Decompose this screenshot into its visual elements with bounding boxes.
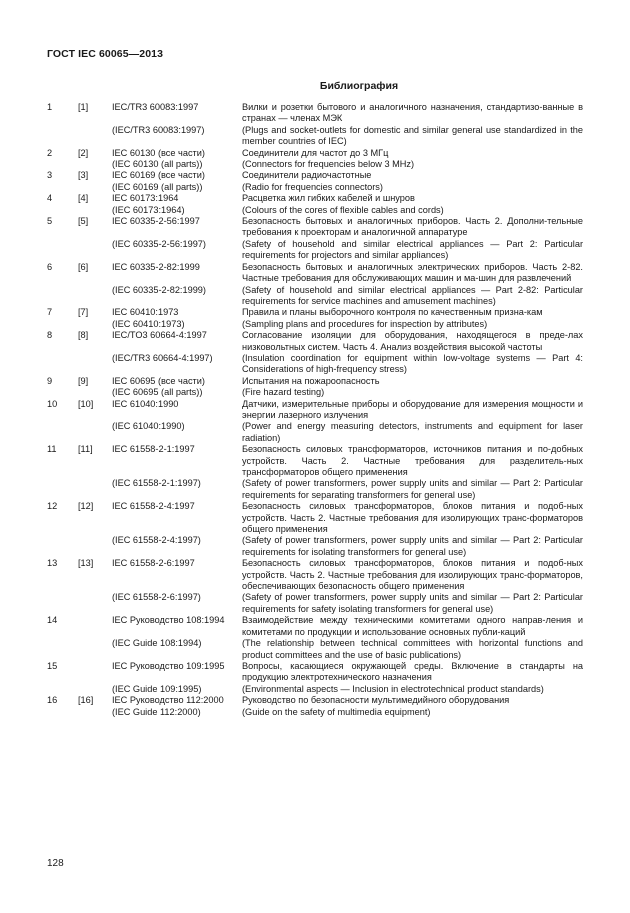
- entry-number: 15: [47, 660, 58, 671]
- entry-standard-code: IEC 60335-2-56:1997: [112, 216, 200, 227]
- entry-line: [47, 125, 583, 148]
- entry-title: (Environmental aspects — Inclusion in electrotechnical product standards): [242, 683, 544, 694]
- entry-title: (Guide on the safety of multimedia equipment): [242, 706, 431, 717]
- entry-standard-code: IEC Руководство 112:2000: [112, 695, 224, 706]
- entry-line: [47, 501, 583, 535]
- entry-number: 12: [47, 501, 58, 512]
- entry-line: [47, 592, 583, 615]
- entry-title: (Sampling plans and procedures for inspection by attributes): [242, 318, 488, 329]
- entry-standard-code: (IEC 60410:1973): [112, 318, 185, 329]
- entry-title: (Fire hazard testing): [242, 387, 325, 398]
- entry-standard-code: IEC 60169 (все части): [112, 170, 205, 181]
- entry-reference: [1]: [78, 102, 89, 112]
- entry-reference: [6]: [78, 261, 89, 272]
- entry-standard-code: IEC 60130 (все части): [112, 147, 205, 158]
- entry-line: [47, 707, 583, 718]
- entry-title: Согласование изоляции для оборудования, находящегося в преде-лах низковольтных систем. Часть 4. Анализ воздействия высокой частоты: [242, 330, 583, 352]
- entry-line: [47, 330, 583, 353]
- entry-number: [47, 707, 78, 718]
- entry-line: [47, 444, 583, 478]
- entry-number: 10: [47, 398, 58, 409]
- entry-reference: [8]: [78, 330, 89, 341]
- entry-reference: [78, 239, 112, 262]
- entry-number: 1: [47, 102, 53, 112]
- entry-reference: [78, 478, 112, 501]
- entry-standard-code: (IEC 60130 (all parts)): [112, 159, 203, 170]
- entry-reference: [16]: [78, 695, 94, 706]
- bibliography-entry: [47, 307, 583, 330]
- entry-line: [47, 353, 583, 376]
- entry-number: [47, 205, 78, 216]
- entry-title: (Safety of power transformers, power supply units and similar — Part 2: Particular requirements for safety isolating transformers for general use): [242, 592, 583, 614]
- entry-title: Безопасность силовых трансформаторов, блоков питания и подоб-ных устройств. Часть 2. Частные требования для изолирующих транс-форматоров общего применения: [242, 501, 583, 535]
- entry-number: [47, 239, 78, 262]
- entry-line: [47, 102, 583, 125]
- entry-line: [47, 148, 583, 159]
- entry-number: 9: [47, 375, 53, 386]
- entry-title: Руководство по безопасности мультимедийного оборудования: [242, 695, 510, 706]
- entry-standard-code: IEC Руководство 108:1994: [112, 615, 225, 626]
- bibliography-entry: [47, 330, 583, 376]
- entry-number: [47, 592, 78, 615]
- entry-reference: [78, 707, 112, 718]
- entry-standard-code: (IEC 60173:1964): [112, 204, 185, 215]
- entry-number: [47, 421, 78, 444]
- entry-reference: [78, 125, 112, 148]
- entry-line: [47, 615, 583, 638]
- entry-title: (Safety of household and similar electrical appliances — Part 2: Particular requirements for projectors and similar appliances): [242, 238, 583, 261]
- entry-title: (Connectors for frequencies below 3 MHz): [242, 159, 415, 170]
- entry-reference: [78, 535, 112, 558]
- entry-number: [47, 125, 78, 148]
- entry-line: [47, 376, 583, 387]
- entry-line: [47, 285, 583, 308]
- entry-line: [47, 684, 583, 695]
- entry-standard-code: (IEC Guide 109:1995): [112, 683, 202, 694]
- entry-standard-code: IEC Руководство 109:1995: [112, 660, 225, 671]
- entry-line: [47, 558, 583, 592]
- entry-number: [47, 319, 78, 330]
- entry-reference: [78, 319, 112, 330]
- bibliography-entry: [47, 661, 583, 695]
- entry-line: [47, 170, 583, 181]
- bibliography-entry: [47, 102, 583, 148]
- bibliography-entry: [47, 695, 583, 718]
- entry-line: [47, 159, 583, 170]
- bibliography-entry: [47, 193, 583, 216]
- bibliography-entry: [47, 170, 583, 193]
- entry-standard-code: (IEC 61558-2-6:1997): [112, 592, 201, 603]
- entry-line: [47, 695, 583, 706]
- entry-number: 8: [47, 330, 53, 341]
- entry-title: Безопасность силовых трансформаторов, блоков питания и подоб-ных устройств. Часть 2. Частные требования для изолирующих транс-форматоров, обеспечивающих безопасность общего применения: [242, 558, 583, 592]
- entry-number: 6: [47, 261, 53, 272]
- entry-number: [47, 638, 78, 661]
- bibliography-entry: [47, 376, 583, 399]
- entry-line: [47, 319, 583, 330]
- entry-line: [47, 478, 583, 501]
- entry-reference: [78, 353, 112, 376]
- entry-standard-code: IEC 60173:1964: [112, 193, 179, 204]
- entry-title: Соединители радиочастотные: [242, 170, 372, 181]
- bibliography-entry: [47, 501, 583, 558]
- entry-reference: [2]: [78, 147, 89, 158]
- entry-title: Расцветка жил гибких кабелей и шнуров: [242, 193, 415, 204]
- entry-line: [47, 193, 583, 204]
- entry-number: [47, 353, 78, 376]
- entry-standard-code: IEC 61558-2-1:1997: [112, 444, 195, 455]
- entry-reference: [78, 684, 112, 695]
- entry-title: Безопасность бытовых и аналогичных приборов. Часть 2. Дополни-тельные требования к проекторам и аналогичной аппаратуре: [242, 216, 583, 238]
- entry-line: [47, 205, 583, 216]
- entry-reference: [12]: [78, 501, 94, 512]
- entry-number: 16: [47, 695, 58, 706]
- entry-line: [47, 421, 583, 444]
- entry-title: Взаимодействие между техническими комитетами одного направ-ления и комитетами по продукции и использование основных публи-каций: [242, 615, 583, 637]
- entry-line: [47, 638, 583, 661]
- entry-title: (Safety of household and similar electrical appliances — Part 2-82: Particular requirements for service machines and amusement machines): [242, 284, 583, 306]
- entry-standard-code: (IEC 60335-2-56:1997): [112, 238, 206, 249]
- entry-number: 3: [47, 170, 53, 181]
- entry-number: [47, 159, 78, 170]
- bibliography-list: [47, 102, 583, 718]
- entry-standard-code: (IEC/TR3 60083:1997): [112, 124, 205, 135]
- entry-title: (Radio for frequencies connectors): [242, 181, 383, 192]
- standard-header: ГОСТ IEC 60065—2013: [47, 48, 164, 60]
- entry-reference: [11]: [78, 444, 93, 455]
- entry-reference: [7]: [78, 307, 89, 318]
- entry-title: Правила и планы выборочного контроля по качественным призна-кам: [242, 307, 543, 318]
- entry-reference: [3]: [78, 170, 89, 181]
- entry-standard-code: IEC/TO3 60664-4:1997: [112, 330, 207, 341]
- entry-number: [47, 535, 78, 558]
- entry-standard-code: IEC 61558-2-6:1997: [112, 558, 195, 569]
- entry-title: Датчики, измерительные приборы и оборудование для измерения мощности и энергии лазерного излучения: [242, 398, 583, 420]
- bibliography-entry: [47, 444, 583, 501]
- entry-title: (Colours of the cores of flexible cables and cords): [242, 204, 444, 215]
- entry-line: [47, 307, 583, 318]
- entry-reference: [9]: [78, 375, 89, 386]
- entry-standard-code: (IEC 60169 (all parts)): [112, 181, 203, 192]
- entry-reference: [78, 285, 112, 308]
- entry-standard-code: (IEC 61040:1990): [112, 421, 185, 432]
- entry-reference: [13]: [78, 558, 94, 569]
- entry-standard-code: IEC 61040:1990: [112, 398, 179, 409]
- entry-standard-code: (IEC 60335-2-82:1999): [112, 284, 206, 295]
- entry-standard-code: (IEC 61558-2-4:1997): [112, 535, 201, 546]
- entry-reference: [78, 421, 112, 444]
- page-title: Библиография: [319, 80, 399, 92]
- entry-reference: [78, 615, 112, 638]
- bibliography-entry: [47, 262, 583, 308]
- bibliography-entry: [47, 399, 583, 445]
- bibliography-entry: [47, 148, 583, 171]
- entry-line: [47, 216, 583, 239]
- entry-reference: [78, 205, 112, 216]
- entry-reference: [10]: [78, 398, 94, 409]
- entry-line: [47, 399, 583, 422]
- entry-title: (Plugs and socket-outlets for domestic and similar general use standardized in the member countries of IEC): [242, 124, 583, 147]
- entry-number: [47, 478, 78, 501]
- entry-reference: [78, 387, 112, 398]
- entry-standard-code: (IEC 60695 (all parts)): [112, 387, 203, 398]
- entry-title: (Power and energy measuring detectors, instruments and equipment for laser radiation): [242, 421, 583, 443]
- entry-number: 5: [47, 216, 53, 227]
- entry-line: [47, 661, 583, 684]
- entry-title: Вопросы, касающиеся окружающей среды. Включение в стандарты на продукцию электротехнического назначения: [242, 660, 583, 683]
- entry-number: [47, 387, 78, 398]
- entry-line: [47, 262, 583, 285]
- bibliography-entry: [47, 216, 583, 262]
- entry-title: (Safety of power transformers, power supply units and similar — Part 2: Particular requirements for isolating transformers for general use): [242, 535, 583, 557]
- entry-title: Вилки и розетки бытового и аналогичного назначения, стандартизо-ванные в странах — членах МЭК: [242, 102, 583, 124]
- entry-number: 4: [47, 193, 53, 204]
- entry-standard-code: (IEC 61558-2-1:1997): [112, 478, 201, 489]
- entry-number: 11: [47, 444, 57, 455]
- entry-number: [47, 285, 78, 308]
- entry-reference: [78, 182, 112, 193]
- entry-title: (The relationship between technical committees with horizontal functions and product committees and the use of basic publications): [242, 638, 583, 660]
- entry-line: [47, 387, 583, 398]
- entry-line: [47, 182, 583, 193]
- entry-number: 13: [47, 558, 58, 569]
- entry-reference: [78, 159, 112, 170]
- entry-number: 14: [47, 615, 58, 626]
- entry-number: [47, 182, 78, 193]
- entry-standard-code: IEC 60335-2-82:1999: [112, 261, 200, 272]
- entry-title: (Safety of power transformers, power supply units and similar — Part 2: Particular requirements for separating transformers for general use): [242, 478, 583, 500]
- entry-standard-code: IEC 60695 (все части): [112, 375, 205, 386]
- entry-standard-code: IEC/TR3 60083:1997: [112, 102, 199, 112]
- entry-line: [47, 239, 583, 262]
- entry-reference: [5]: [78, 216, 89, 227]
- entry-reference: [78, 638, 112, 661]
- entry-standard-code: IEC 60410:1973: [112, 307, 179, 318]
- bibliography-entry: [47, 615, 583, 661]
- entry-title: Испытания на пожароопасность: [242, 375, 380, 386]
- page-number: 128: [47, 858, 64, 869]
- entry-title: Безопасность силовых трансформаторов, источников питания и по-добных устройств. Часть 2. Частные требования для разделитель-ных трансформаторов общего применения: [242, 444, 583, 477]
- entry-line: [47, 535, 583, 558]
- entry-title: Безопасность бытовых и аналогичных электрических приборов. Часть 2-82. Частные требования для обслуживающих машин и ма-шин для развлечений: [242, 261, 583, 284]
- entry-standard-code: IEC 61558-2-4:1997: [112, 501, 195, 512]
- entry-number: 7: [47, 307, 53, 318]
- entry-standard-code: (IEC/TR3 60664-4:1997): [112, 352, 213, 363]
- bibliography-entry: [47, 558, 583, 615]
- entry-standard-code: (IEC Guide 108:1994): [112, 638, 202, 649]
- entry-reference: [78, 661, 112, 684]
- entry-standard-code: (IEC Guide 112:2000): [112, 706, 201, 717]
- entry-reference: [78, 592, 112, 615]
- entry-title: Соединители для частот до 3 МГц: [242, 147, 389, 158]
- entry-reference: [4]: [78, 193, 89, 204]
- entry-title: (Insulation coordination for equipment within low-voltage systems — Part 4: Considerations of high-frequency stress): [242, 352, 583, 375]
- entry-number: [47, 684, 78, 695]
- entry-number: 2: [47, 147, 53, 158]
